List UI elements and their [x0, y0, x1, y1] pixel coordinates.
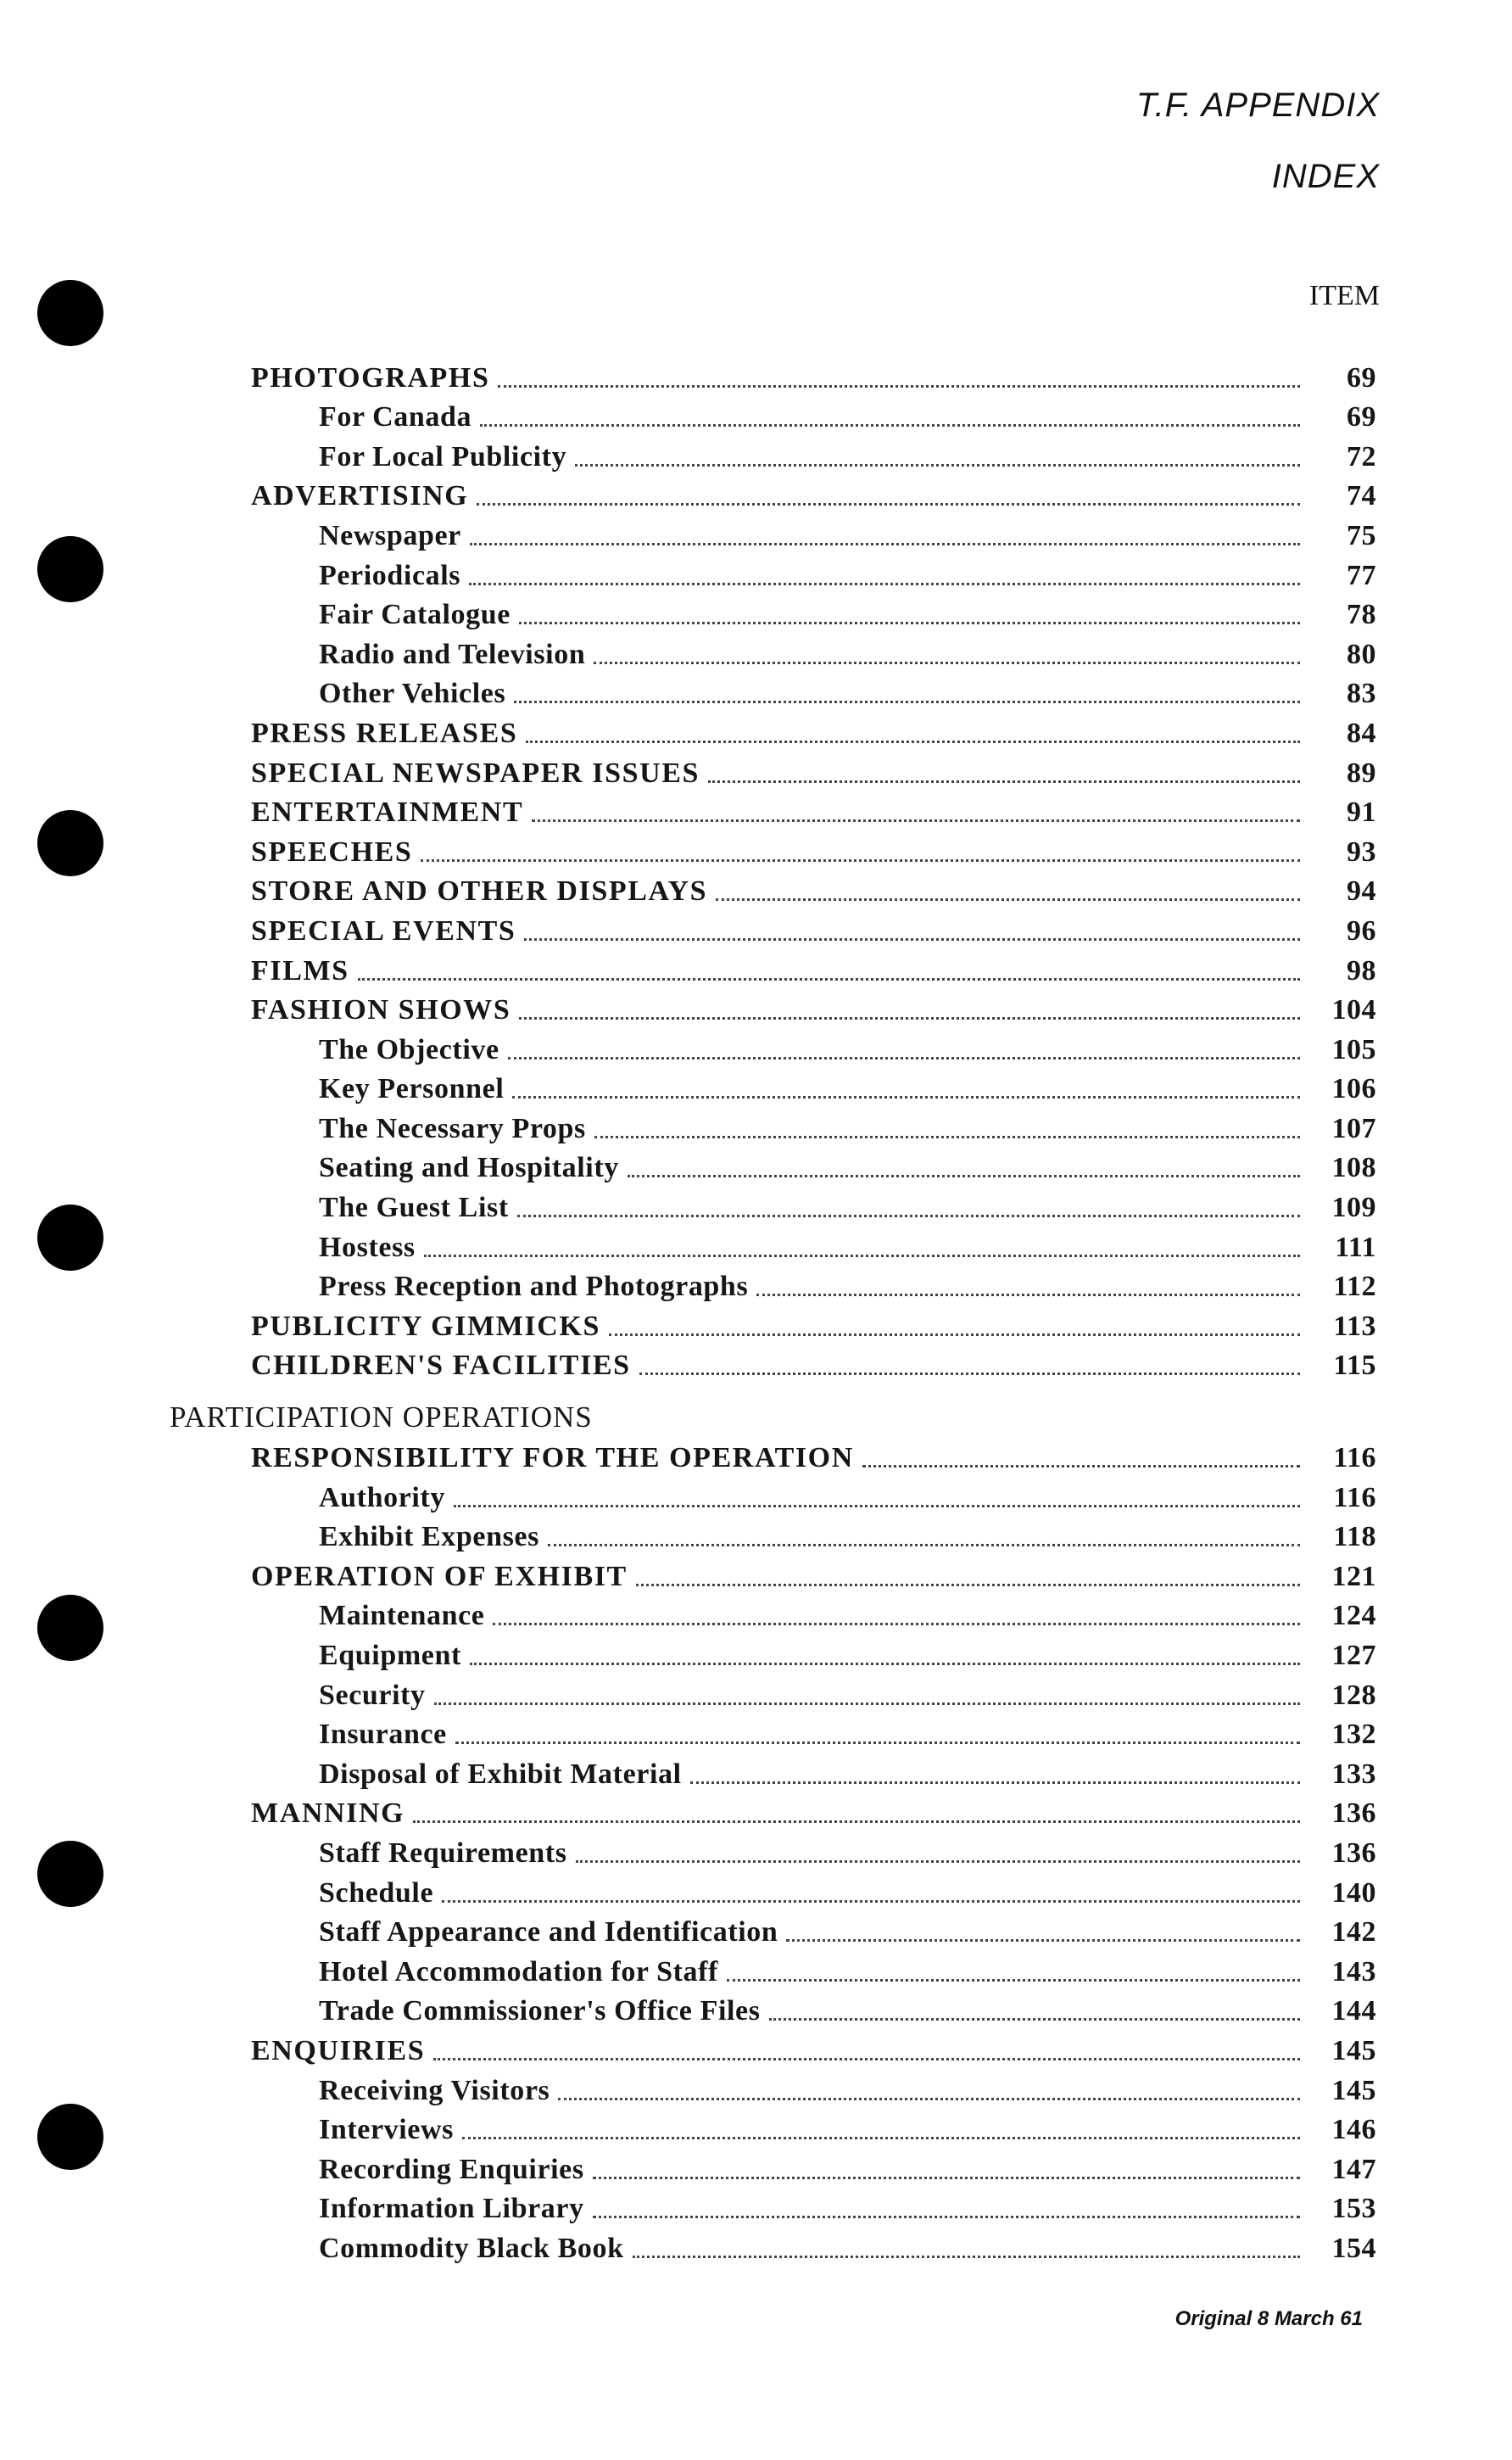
entry-label: Disposal of Exhibit Material — [319, 1758, 682, 1790]
entry-label: Equipment — [319, 1640, 461, 1671]
index-entry — [170, 1672, 1380, 1712]
entry-item-number: 111 — [1335, 1231, 1376, 1263]
entry-label: Other Vehicles — [319, 678, 506, 710]
index-entry — [170, 1343, 1380, 1383]
entry-label: RESPONSIBILITY FOR THE OPERATION — [251, 1442, 854, 1474]
entry-label: The Objective — [319, 1033, 499, 1065]
entry-item-number: 69 — [1347, 401, 1376, 433]
dot-leader — [493, 1623, 1300, 1625]
entry-item-number: 69 — [1347, 361, 1376, 394]
dot-leader — [593, 2177, 1300, 2179]
entry-item-number: 140 — [1331, 1876, 1376, 1909]
entry-label: Press Reception and Photographs — [319, 1271, 749, 1303]
dot-leader — [454, 1505, 1300, 1507]
entry-item-number: 96 — [1347, 914, 1376, 947]
punch-hole — [37, 2104, 103, 2170]
entry-item-number: 98 — [1347, 954, 1376, 987]
entry-label: Key Personnel — [319, 1073, 505, 1105]
revision-note: Original 8 March 61 — [1174, 2307, 1363, 2330]
entry-item-number: 153 — [1331, 2193, 1376, 2225]
entry-item-number: 106 — [1331, 1073, 1376, 1105]
entry-label: Hotel Accommodation for Staff — [319, 1955, 718, 1988]
entry-item-number: 89 — [1347, 757, 1376, 789]
dot-leader — [727, 1979, 1300, 1982]
entry-label: Maintenance — [319, 1600, 485, 1632]
entry-label: Newspaper — [319, 519, 461, 551]
entry-item-number: 147 — [1331, 2153, 1376, 2185]
entry-label: Commodity Black Book — [319, 2232, 624, 2264]
dot-leader — [469, 583, 1300, 585]
index-entry — [170, 1514, 1380, 1554]
punch-hole — [37, 1595, 103, 1661]
entry-item-number: 145 — [1331, 2034, 1376, 2066]
index-entry — [170, 1593, 1380, 1633]
entry-label: MANNING — [251, 1797, 405, 1830]
dot-leader — [358, 978, 1300, 981]
entry-label: ADVERTISING — [251, 480, 469, 512]
dot-leader — [526, 741, 1300, 743]
index-entry — [170, 1026, 1380, 1066]
index-entry — [170, 631, 1380, 671]
entry-item-number: 118 — [1333, 1521, 1376, 1553]
entry-item-number: 104 — [1331, 994, 1376, 1026]
index-list — [170, 355, 1380, 2265]
entry-label: Staff Appearance and Identification — [319, 1916, 778, 1948]
entry-label: The Necessary Props — [319, 1112, 586, 1144]
index-entry — [170, 1830, 1380, 1870]
dot-leader — [442, 1900, 1300, 1903]
dot-leader — [786, 1939, 1300, 1942]
index-entry — [170, 790, 1380, 830]
dot-leader — [477, 503, 1300, 506]
index-entry — [170, 2186, 1380, 2226]
punch-hole — [37, 1205, 103, 1271]
entry-item-number: 128 — [1331, 1679, 1376, 1711]
entry-label: Security — [319, 1679, 426, 1711]
entry-item-number: 132 — [1331, 1719, 1376, 1751]
dot-leader — [517, 1215, 1300, 1217]
index-entry — [170, 592, 1380, 632]
entry-item-number: 154 — [1331, 2232, 1376, 2264]
index-entry — [170, 1909, 1380, 1949]
entry-label: FILMS — [251, 954, 349, 987]
index-entry — [170, 394, 1380, 434]
entry-label: Hostess — [319, 1231, 416, 1263]
entry-label: Recording Enquiries — [319, 2153, 584, 2185]
dot-leader — [576, 1860, 1300, 1863]
index-entry — [170, 948, 1380, 987]
index-entry — [170, 2107, 1380, 2147]
dot-leader — [514, 701, 1300, 703]
entry-label: Interviews — [319, 2114, 454, 2146]
entry-item-number: 72 — [1347, 440, 1376, 472]
entry-item-number: 83 — [1347, 678, 1376, 710]
entry-item-number: 84 — [1347, 717, 1376, 749]
entry-label: For Canada — [319, 401, 472, 433]
dot-leader — [421, 859, 1300, 862]
dot-leader — [769, 2018, 1300, 2021]
index-entry — [170, 1948, 1380, 1988]
entry-item-number: 133 — [1331, 1758, 1376, 1790]
entry-item-number: 115 — [1333, 1350, 1376, 1382]
index-entry — [170, 1145, 1380, 1185]
dot-leader — [862, 1465, 1300, 1468]
dot-leader — [628, 1175, 1300, 1177]
index-entry — [170, 433, 1380, 473]
dot-leader — [639, 1373, 1300, 1375]
index-entry — [170, 2146, 1380, 2186]
dot-leader — [594, 1136, 1300, 1138]
entry-item-number: 91 — [1347, 797, 1376, 829]
dot-leader — [462, 2137, 1300, 2139]
entry-item-number: 136 — [1331, 1797, 1376, 1830]
index-entry — [170, 1264, 1380, 1304]
entry-item-number: 127 — [1331, 1640, 1376, 1671]
dot-leader — [548, 1544, 1300, 1546]
entry-label: Periodicals — [319, 559, 461, 591]
index-entry — [170, 671, 1380, 711]
entry-label: Fair Catalogue — [319, 599, 511, 631]
dot-leader — [593, 2216, 1300, 2218]
dot-leader — [756, 1294, 1300, 1296]
entry-item-number: 74 — [1347, 480, 1376, 512]
entry-item-number: 112 — [1333, 1271, 1376, 1303]
index-entry — [170, 1632, 1380, 1672]
dot-leader — [594, 662, 1300, 664]
index-entry — [170, 1224, 1380, 1264]
entry-item-number: 94 — [1347, 875, 1376, 908]
entry-item-number: 105 — [1331, 1033, 1376, 1065]
entry-label: PRESS RELEASES — [251, 717, 518, 749]
dot-leader — [512, 1096, 1300, 1099]
index-entry — [170, 2067, 1380, 2107]
dot-leader — [532, 819, 1300, 822]
punch-hole — [37, 1841, 103, 1907]
entry-item-number: 77 — [1347, 559, 1376, 591]
entry-label: FASHION SHOWS — [251, 994, 511, 1026]
entry-item-number: 142 — [1331, 1916, 1376, 1948]
index-entry — [170, 1870, 1380, 1909]
entry-label: Authority — [319, 1481, 445, 1513]
dot-leader — [470, 1663, 1300, 1665]
index-entry — [170, 473, 1380, 513]
index-entry — [170, 710, 1380, 750]
dot-leader — [434, 1702, 1300, 1705]
entry-label: PUBLICITY GIMMICKS — [251, 1310, 600, 1342]
entry-item-number: 116 — [1333, 1481, 1376, 1513]
entry-item-number: 80 — [1347, 638, 1376, 670]
dot-leader — [498, 385, 1300, 388]
entry-label: ENTERTAINMENT — [251, 797, 524, 829]
dot-leader — [716, 898, 1300, 901]
entry-item-number: 144 — [1331, 1995, 1376, 2027]
index-entry — [170, 1751, 1380, 1791]
dot-leader — [413, 1820, 1300, 1823]
dot-leader — [455, 1742, 1300, 1744]
index-entry — [170, 908, 1380, 948]
dot-leader — [480, 424, 1300, 427]
entry-item-number: 113 — [1333, 1310, 1376, 1342]
entry-item-number: 93 — [1347, 836, 1376, 868]
index-entry — [170, 1988, 1380, 2028]
entry-item-number: 136 — [1331, 1837, 1376, 1869]
entry-item-number: 146 — [1331, 2114, 1376, 2146]
dot-leader — [558, 2098, 1300, 2100]
index-entry — [170, 1553, 1380, 1593]
punch-hole — [37, 810, 103, 876]
entry-item-number: 121 — [1331, 1560, 1376, 1592]
index-entry — [170, 750, 1380, 790]
dot-leader — [636, 1584, 1300, 1586]
punch-hole — [37, 280, 103, 346]
entry-item-number: 116 — [1333, 1442, 1376, 1474]
entry-label: OPERATION OF EXHIBIT — [251, 1560, 628, 1592]
index-entry — [170, 2027, 1380, 2067]
entry-label: Staff Requirements — [319, 1837, 567, 1869]
dot-leader — [424, 1255, 1300, 1257]
entry-label: PARTICIPATION OPERATIONS — [170, 1401, 593, 1434]
entry-label: Receiving Visitors — [319, 2074, 550, 2106]
entry-label: STORE AND OTHER DISPLAYS — [251, 875, 708, 908]
entry-label: For Local Publicity — [319, 440, 567, 472]
index-entry — [170, 2225, 1380, 2265]
entry-item-number: 108 — [1331, 1152, 1376, 1184]
entry-item-number: 124 — [1331, 1600, 1376, 1632]
entry-item-number: 107 — [1331, 1112, 1376, 1144]
index-entry — [170, 552, 1380, 592]
entry-label: SPECIAL EVENTS — [251, 914, 516, 947]
index-entry — [170, 1105, 1380, 1145]
entry-label: Trade Commissioner's Office Files — [319, 1995, 761, 2027]
entry-label: Seating and Hospitality — [319, 1152, 619, 1184]
entry-label: Schedule — [319, 1876, 434, 1909]
entry-label: Information Library — [319, 2193, 584, 2225]
index-entry — [170, 355, 1380, 394]
entry-item-number: 109 — [1331, 1192, 1376, 1224]
punch-hole — [37, 536, 103, 602]
index-entry — [170, 1066, 1380, 1106]
dot-leader — [690, 1781, 1300, 1784]
index-entry — [170, 1474, 1380, 1514]
index-entry — [170, 1791, 1380, 1831]
dot-leader — [519, 1017, 1300, 1020]
dot-leader — [708, 780, 1300, 783]
dot-leader — [508, 1057, 1300, 1059]
entry-item-number: 145 — [1331, 2074, 1376, 2106]
index-entry — [170, 987, 1380, 1027]
entry-label: ENQUIRIES — [251, 2034, 426, 2066]
index-section-heading — [170, 1382, 1380, 1434]
entry-label: Insurance — [319, 1719, 447, 1751]
item-column-header: ITEM — [1308, 280, 1380, 311]
dot-leader — [633, 2256, 1300, 2258]
entry-label: SPEECHES — [251, 836, 413, 868]
dot-leader — [524, 938, 1300, 941]
entry-label: CHILDREN'S FACILITIES — [251, 1350, 631, 1382]
entry-label: Exhibit Expenses — [319, 1521, 539, 1553]
index-entry — [170, 1434, 1380, 1474]
entry-label: Radio and Television — [319, 638, 586, 670]
index-entry — [170, 829, 1380, 869]
dot-leader — [470, 543, 1300, 545]
dot-leader — [575, 464, 1300, 467]
entry-label: The Guest List — [319, 1192, 509, 1224]
entry-item-number: 143 — [1331, 1955, 1376, 1988]
index-entry — [170, 1303, 1380, 1343]
index-entry — [170, 1184, 1380, 1224]
appendix-title: T.F. APPENDIX — [1135, 87, 1380, 124]
dot-leader — [609, 1333, 1300, 1336]
index-title: INDEX — [1271, 158, 1380, 195]
entry-item-number: 75 — [1347, 519, 1376, 551]
index-entry — [170, 869, 1380, 909]
index-entry — [170, 1712, 1380, 1752]
dot-leader — [433, 2058, 1300, 2060]
entry-item-number: 78 — [1347, 599, 1376, 631]
index-entry — [170, 512, 1380, 552]
dot-leader — [519, 622, 1300, 624]
entry-label: PHOTOGRAPHS — [251, 361, 490, 394]
entry-label: SPECIAL NEWSPAPER ISSUES — [251, 757, 700, 789]
